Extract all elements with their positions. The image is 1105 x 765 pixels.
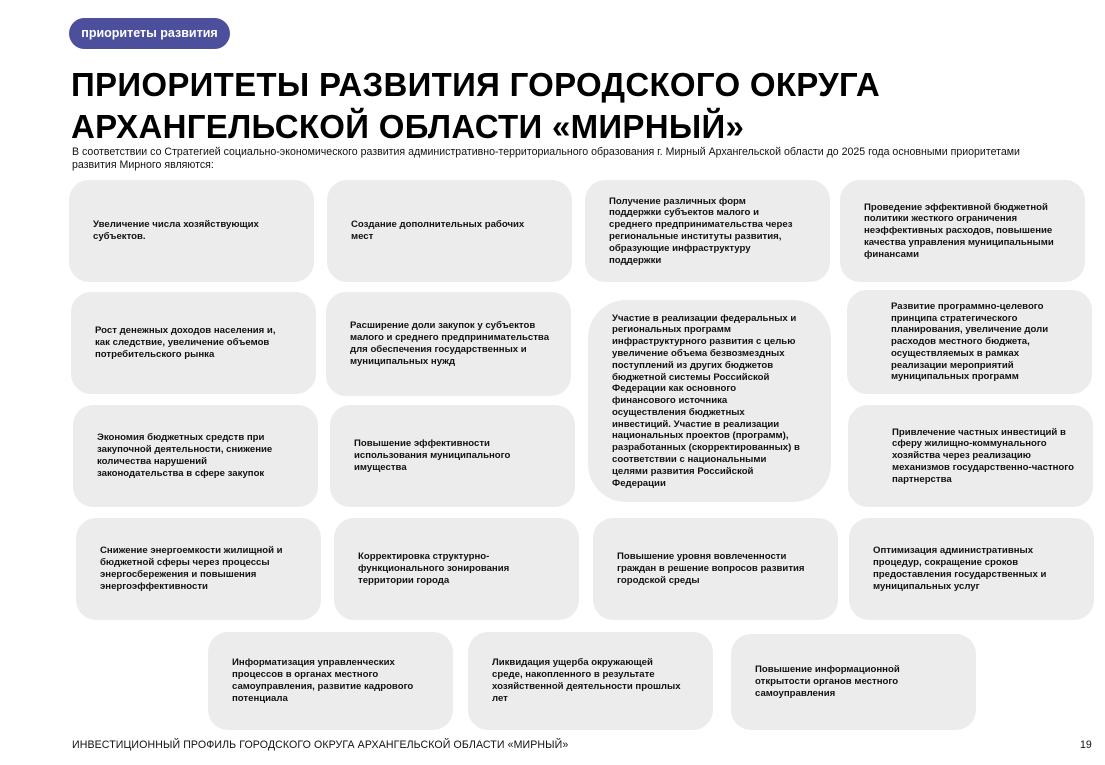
priority-text: Участие в реализации федеральных и региональных программ инфраструктурного развития с целью увеличение объема безвозмездных поступлений из других бюджетов бюджетной системы Российской Федерации как основного финансового источника осуществления бюджетных инвестиций. Участие в реализации национальных проектов (программ), разработанных (скорректированных) в соответствии с национальными целями развития Российской Федерации	[612, 312, 800, 489]
priority-text: Получение различных форм поддержки субъектов малого и среднего предпринимательства через региональные институты развития, образующие инфраструктуру поддержки	[609, 195, 793, 266]
priority-card	[731, 634, 976, 730]
priority-card	[847, 290, 1092, 394]
priority-card	[593, 518, 838, 620]
priority-card	[327, 180, 572, 282]
priority-text: Повышение информационной открытости органов местного самоуправления	[755, 664, 900, 699]
priority-card	[849, 518, 1094, 620]
priority-card-large	[588, 300, 831, 502]
priority-card	[326, 292, 571, 396]
priority-card	[585, 180, 830, 282]
priority-text: Экономия бюджетных средств при закупочной деятельности, снижение количества нарушений законодательства в сфере закупок	[97, 432, 273, 479]
section-tag: приоритеты развития	[69, 18, 230, 49]
priority-text: Повышение эффективности использования муниципального имущества	[354, 438, 511, 473]
priority-text: Ликвидация ущерба окружающей среде, накопленного в результате хозяйственной деятельности прошлых лет	[492, 657, 681, 704]
priority-card	[76, 518, 321, 620]
priority-text: Рост денежных доходов населения и, как следствие, увеличение объемов потребительского рынка	[95, 325, 276, 360]
priority-text: Развитие программно-целевого принципа стратегического планирования, увеличение доли расходов местного бюджета, осуществляемых в рамках реализации мероприятий муниципальных программ	[891, 300, 1049, 383]
priority-card	[848, 405, 1093, 507]
priority-text: Оптимизация административных процедур, сокращение сроков предоставления государственных и муниципальных услуг	[873, 545, 1047, 592]
page-number: 19	[1080, 739, 1092, 751]
priority-text: Корректировка структурно-функционального зонирования территории города	[358, 551, 510, 586]
priority-text: Проведение эффективной бюджетной политики жесткого ограничения неэффективных расходов, повышение качества управления муниципальными финансами	[864, 201, 1054, 260]
priority-card	[73, 405, 318, 507]
priority-card	[71, 292, 316, 394]
priority-card	[208, 632, 453, 730]
priority-card	[334, 518, 579, 620]
priority-card	[840, 180, 1085, 282]
priority-card	[468, 632, 713, 730]
priority-card	[330, 405, 575, 507]
priority-text: Расширение доли закупок у субъектов малого и среднего предпринимательства для обеспечения государственных и муниципальных нужд	[350, 320, 550, 367]
page-title: ПРИОРИТЕТЫ РАЗВИТИЯ ГОРОДСКОГО ОКРУГА АРХАНГЕЛЬСКОЙ ОБЛАСТИ «МИРНЫЙ»	[71, 66, 881, 145]
footer-text: ИНВЕСТИЦИОННЫЙ ПРОФИЛЬ ГОРОДСКОГО ОКРУГА АРХАНГЕЛЬСКОЙ ОБЛАСТИ «МИРНЫЙ»	[72, 739, 569, 751]
priority-text: Повышение уровня вовлеченности граждан в решение вопросов развития городской среды	[617, 551, 805, 586]
priority-text: Информатизация управленческих процессов в органах местного самоуправления, развитие кадрового потенциала	[232, 657, 414, 704]
intro-text: В соответствии со Стратегией социально-экономического развития административно-территориального образования г. Мирный Архангельской области до 2025 года основными приоритетами развития Мирного являются:	[72, 146, 1020, 171]
priority-text: Привлечение частных инвестиций в сферу жилищно-коммунального хозяйства через реализацию механизмов государственно-частного партнерства	[892, 426, 1075, 485]
priority-text: Увеличение числа хозяйствующих субъектов.	[93, 219, 259, 242]
priority-text: Создание дополнительных рабочих мест	[351, 219, 525, 242]
priority-card	[69, 180, 314, 282]
priority-text: Снижение энергоемкости жилищной и бюджетной сферы через процессы энергосбережения и повышения энергоэффективности	[100, 545, 283, 592]
